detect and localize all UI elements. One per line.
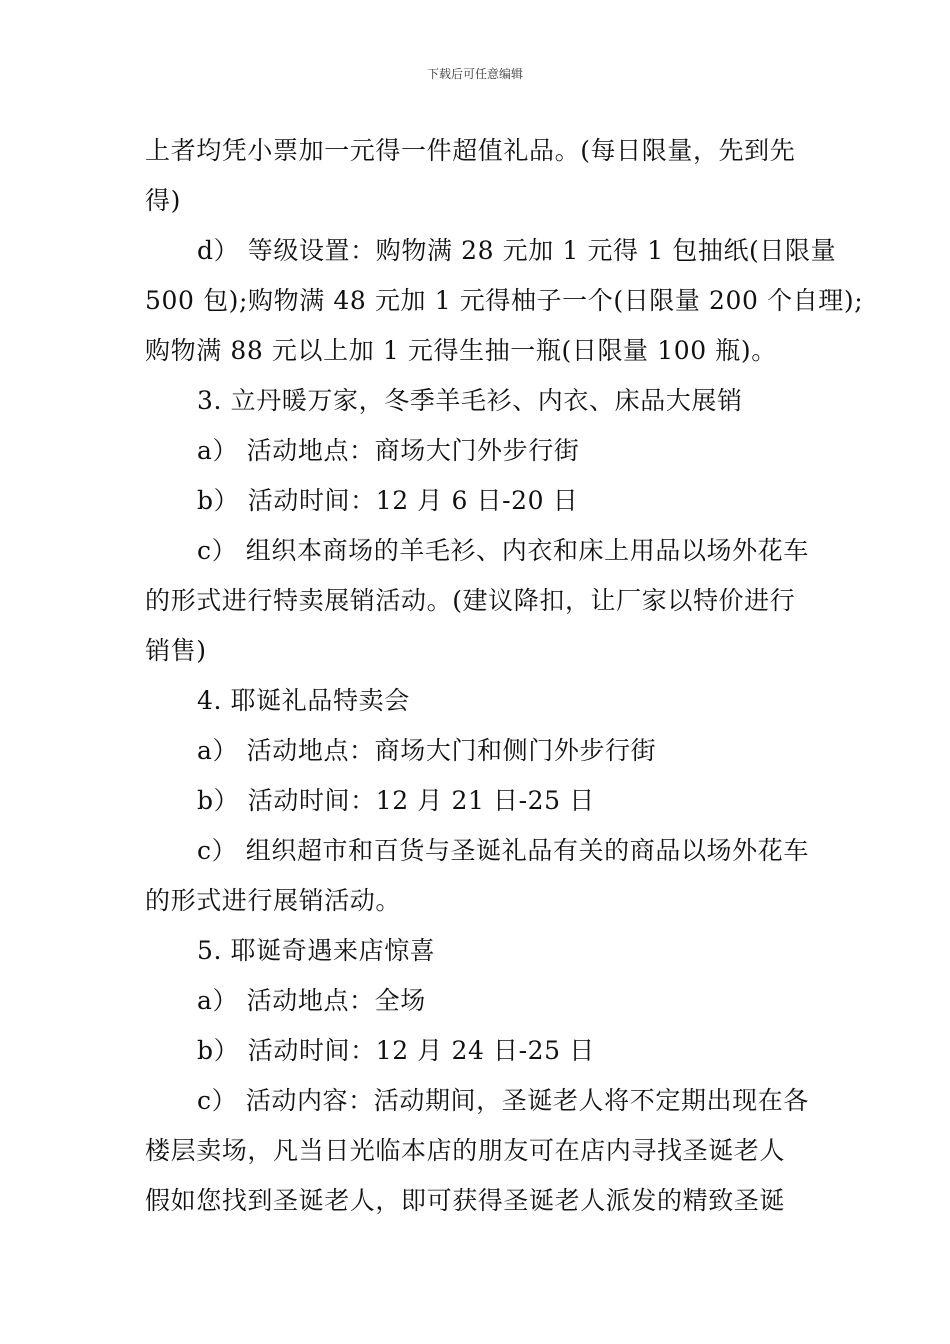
list-item: c） 组织超市和百货与圣诞礼品有关的商品以场外花车 xyxy=(197,836,809,865)
paragraph-line: 销售) xyxy=(145,636,207,665)
list-item: a） 活动地点：商场大门外步行街 xyxy=(197,436,580,465)
section-heading: 4. 耶诞礼品特卖会 xyxy=(197,686,410,715)
paragraph-line: 楼层卖场，凡当日光临本店的朋友可在店内寻找圣诞老人 xyxy=(145,1136,786,1165)
paragraph-line: 购物满 88 元以上加 1 元得生抽一瓶(日限量 100 瓶)。 xyxy=(145,336,777,365)
paragraph-line: d） 等级设置：购物满 28 元加 1 元得 1 包抽纸(日限量 xyxy=(197,236,837,265)
list-item: a） 活动地点：全场 xyxy=(197,986,426,1015)
list-item: c） 组织本商场的羊毛衫、内衣和床上用品以场外花车 xyxy=(197,536,809,565)
section-heading: 5. 耶诞奇遇来店惊喜 xyxy=(197,936,436,965)
paragraph-line: 得) xyxy=(145,186,181,215)
paragraph-line: 的形式进行展销活动。 xyxy=(145,886,402,915)
list-item: b） 活动时间：12 月 6 日-20 日 xyxy=(197,486,579,515)
list-item: c） 活动内容：活动期间，圣诞老人将不定期出现在各 xyxy=(197,1086,809,1115)
paragraph-line: 500 包);购物满 48 元加 1 元得柚子一个(日限量 200 个自理); xyxy=(145,286,864,315)
paragraph-line: 的形式进行特卖展销活动。(建议降扣，让厂家以特价进行 xyxy=(145,586,796,615)
section-heading: 3. 立丹暖万家，冬季羊毛衫、内衣、床品大展销 xyxy=(197,386,743,415)
paragraph-line: 假如您找到圣诞老人，即可获得圣诞老人派发的精致圣诞 xyxy=(145,1186,786,1215)
page-header: 下载后可任意编辑 xyxy=(426,67,523,81)
list-item: b） 活动时间：12 月 24 日-25 日 xyxy=(197,1036,595,1065)
paragraph-line: 上者均凭小票加一元得一件超值礼品。(每日限量，先到先 xyxy=(145,136,796,165)
document-body xyxy=(145,126,864,1226)
list-item: b） 活动时间：12 月 21 日-25 日 xyxy=(197,786,595,815)
list-item: a） 活动地点：商场大门和侧门外步行街 xyxy=(197,736,657,765)
